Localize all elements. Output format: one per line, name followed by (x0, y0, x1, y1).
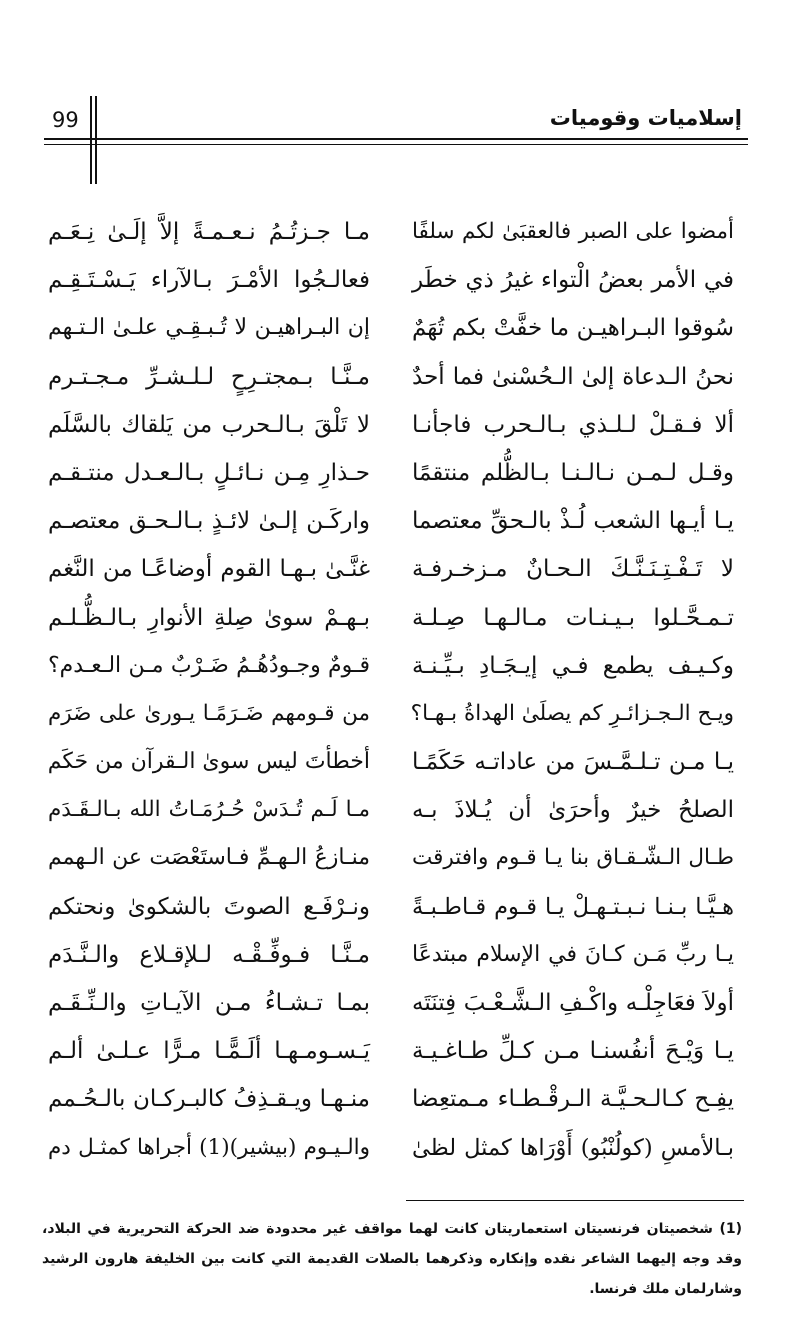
poem-verse (40, 596, 748, 644)
verse-second-hemistich: والـيـوم (بيشير)(1) أجراها كمثـل دم (48, 1134, 370, 1160)
verse-second-hemistich: واركَـن إلـىٰ لائـذٍ بـالـحـق معتصـم (48, 508, 370, 535)
poem (40, 210, 748, 1174)
poem-verse (40, 788, 748, 836)
poem-verse (40, 740, 748, 788)
verse-second-hemistich: غنَّـىٰ بـهـا القوم أوضاعًـا من النَّغم (48, 556, 370, 583)
verse-second-hemistich: منـازعُ الـهـمِّ فـاستَعْصَت عن الـهمم (48, 845, 370, 871)
verse-first-hemistich: وقـل لـمـن نـالـنـا بـالظُّلم منتقمًا (412, 459, 734, 486)
poem-verse (40, 644, 748, 692)
verse-second-hemistich: إن البـراهيـن لا تُـبـقِـي علـىٰ الـتـهم (48, 315, 370, 341)
verse-first-hemistich: يـا أيـها الشعب لُـذْ بالـحقِّ معتصما (412, 508, 734, 535)
verse-second-hemistich: بـهـمْ سوىٰ صِلةِ الأنوارِ بـالـظُّـلـم (48, 604, 370, 631)
verse-first-hemistich: هـيَّـا بـنـا نـبـتـهـلْ يـا قـوم قـاطـبـةً (412, 893, 734, 920)
verse-first-hemistich: يـا وَيْـحَ أنفُسنـا مـن كـلِّ طـاغـيـة (412, 1038, 734, 1065)
poem-verse (40, 692, 748, 740)
verse-first-hemistich: وكـيـف يطمع فـي إيـجَـادِ بـيِّـنـة (412, 652, 734, 679)
poem-verse (40, 1126, 748, 1174)
verse-first-hemistich: الصلحُ خيرٌ وأحرَىٰ أن يُـلاذَ بـه (412, 797, 734, 824)
poem-verse (40, 885, 748, 933)
verse-first-hemistich: طـال الـشّـقـاق بنا يـا قـوم وافترقت (412, 845, 734, 871)
verse-second-hemistich: لا تَلْقَ بـالـحرب من يَلقاك بالسَّلَم (48, 411, 370, 438)
verse-second-hemistich: من قـومهم ضَـرَمًـا يـورىٰ على ضَرَم (48, 700, 370, 726)
header-rule (44, 144, 748, 145)
verse-second-hemistich: مـنَّـا بـمجتـرِحٍ لـلـشـرِّ مـجـتـرم (48, 363, 370, 390)
poem-verse (40, 933, 748, 981)
poem-verse (40, 981, 748, 1029)
verse-first-hemistich: سُوقوا البـراهيـن ما خفَّتْ بكم تُهَمٌ (412, 315, 734, 342)
verse-second-hemistich: فعالـجُوا الأمْـرَ بـالآراء يَـسْـتَـقِـم (48, 267, 370, 294)
verse-second-hemistich: قـومٌ وجـودُهُـمُ ضَـرْبٌ مـن الـعـدم؟ (48, 652, 370, 678)
header-vertical-rule (90, 96, 92, 184)
verse-second-hemistich: مـا جـزتُـمُ نـعـمـةً إلاَّ إلَـىٰ نِـعَـم (48, 219, 370, 245)
poem-verse (40, 1029, 748, 1077)
verse-first-hemistich: في الأمر بعضُ الْتواء غيرُ ذي خطَر (412, 267, 734, 294)
verse-second-hemistich: بمـا تـشـاءُ مـن الآيـاتِ والـنِّـقَـم (48, 990, 370, 1016)
verse-second-hemistich: منـهـا ويـقـذِفُ كالبـركـان بالـحُـمم (48, 1086, 370, 1113)
verse-first-hemistich: بـالأمسِ (كولُنْبُو) أَوْرَاها كمثل لظىٰ (412, 1134, 734, 1161)
verse-first-hemistich: يفِـح كـالـحـيَّـة الـرقْـطـاء مـمتعِضا (412, 1086, 734, 1113)
poem-verse (40, 403, 748, 451)
verse-first-hemistich: ألا فـقـلْ لـلـذي بـالـحرب فاجأنـا (412, 411, 734, 438)
verse-first-hemistich: أولاَ فعَاجِلْـه واكْـفِ الـشَّـعْـبَ فِتنَتَه (412, 990, 734, 1016)
page-number: 99 (52, 108, 79, 132)
header-vertical-rule (95, 96, 97, 184)
poem-verse (40, 547, 748, 595)
poem-verse (40, 1077, 748, 1125)
poem-verse (40, 355, 748, 403)
poem-verse (40, 451, 748, 499)
verse-first-hemistich: يـا ربِّ مَـن كـانَ في الإسلام مبتدعًا (412, 941, 734, 967)
verse-first-hemistich: ويـح الـجـزائـرِ كم يصلَىٰ الهداةُ بـهـا؟ (410, 700, 734, 726)
poem-verse (40, 210, 748, 258)
poem-verse (40, 258, 748, 306)
verse-second-hemistich: حـذارِ مِـن نـائـلٍ بـالـعـدل منتـقـم (48, 459, 370, 486)
verse-second-hemistich: يَـسـومـهـا ألَـمًّـا مـرًّا عـلـىٰ ألـم (48, 1038, 370, 1065)
verse-first-hemistich: أمضوا على الصبر فالعقبَىٰ لكم سلفًا (412, 219, 734, 244)
poem-verse (40, 499, 748, 547)
poem-verse (40, 306, 748, 354)
verse-second-hemistich: مـنَّـا فـوفِّـقْـه لـلإقـلاع والـنَّـدَم (48, 941, 370, 968)
verse-first-hemistich: نحنُ الـدعاة إلىٰ الـحُسْنىٰ فما أحدٌ (412, 363, 734, 390)
header-rule (44, 138, 748, 140)
running-header-title: إسلاميات وقوميات (549, 106, 742, 130)
poem-verse (40, 836, 748, 884)
verse-second-hemistich: مـا لَـم تُـدَسْ حُـرُمَـاتُ الله بـالـقَـدَم (48, 797, 370, 823)
verse-first-hemistich: لا تَـفْـتِـنَـنَّـكَ الـحـانٌ مـزخـرفـة (412, 556, 734, 583)
footnote: (1) شخصيتان فرنسيتان استعماريتان كانت لهما مواقف غير محدودة ضد الحركة التحريرية في البلاد، وقد وجه إليهما الشاعر نقده وإنكاره وذكرهما بالصلات القديمة التي كانت بين الخليفة هارون الرشيد وشارلمان ملك فرنسا. (42, 1221, 742, 1297)
verse-first-hemistich: تـمـحَّـلوا بـيـنـات مـالـهـا صِـلـة (412, 604, 734, 631)
verse-first-hemistich: يـا مـن تـلـمَّـسَ من عاداتـه حَكَمًـا (412, 749, 734, 776)
footnote-separator (406, 1200, 744, 1201)
verse-second-hemistich: ونـرْفَـع الصوتَ بالشكوىٰ ونحتكم (48, 893, 370, 920)
verse-second-hemistich: أخطأتَ ليس سوىٰ الـقرآن من حَكَم (47, 749, 370, 775)
